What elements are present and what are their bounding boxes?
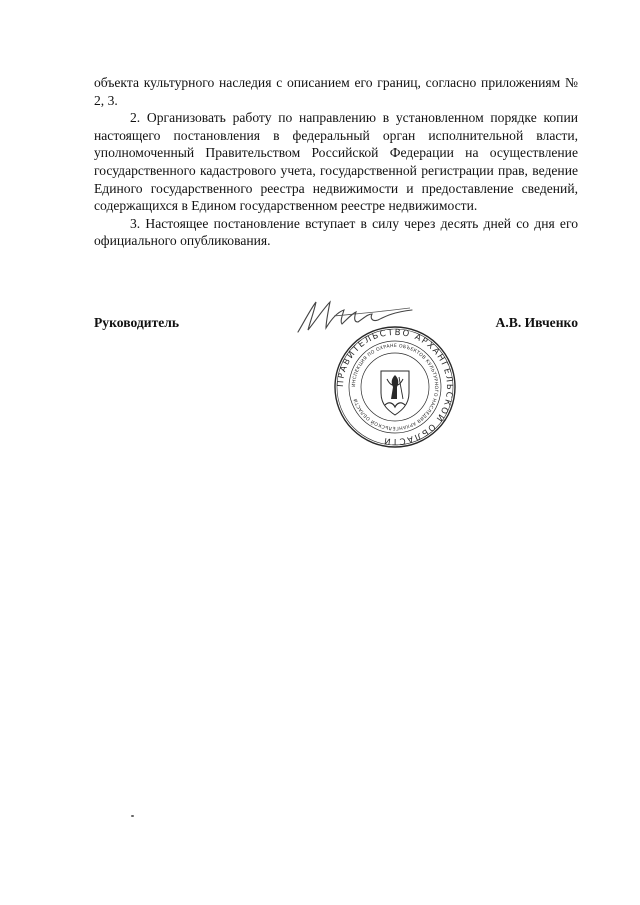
paragraph-2: 2. Организовать работу по направлению в установленном порядке копии настоящего постановления в федеральный орган исполнительной власти, уполномоченный Правительством Российской Федерации на осуществление государственного кадастрового учета, государственной регистрации прав, ведение Единого государственного реестра недвижимости и предоставление сведений, содержащихся в Едином государственном реестре недвижимости. [94, 110, 578, 214]
paragraph-3: 3. Настоящее постановление вступает в силу через десять дней со дня его официального опубликования. [94, 215, 578, 249]
document-body [94, 74, 578, 250]
seal-outer-text: ПРАВИТЕЛЬСТВО АРХАНГЕЛЬСКОЙ ОБЛАСТИ [335, 327, 455, 447]
official-seal [333, 325, 457, 449]
archangel-emblem-icon [381, 371, 409, 415]
signatory-name: А.В. Ивченко [495, 315, 578, 330]
scan-speck [131, 815, 134, 817]
seal-middle-text: ИНСПЕКЦИЯ ПО ОХРАНЕ ОБЪЕКТОВ КУЛЬТУРНОГО НАСЛЕДИЯ АРХАНГЕЛЬСКОЙ ОБЛАСТИ [351, 343, 439, 431]
signatory-title: Руководитель [94, 315, 180, 330]
paragraph-1-continuation: объекта культурного наследия с описанием его границ, согласно приложениям № 2, 3. [94, 75, 578, 108]
